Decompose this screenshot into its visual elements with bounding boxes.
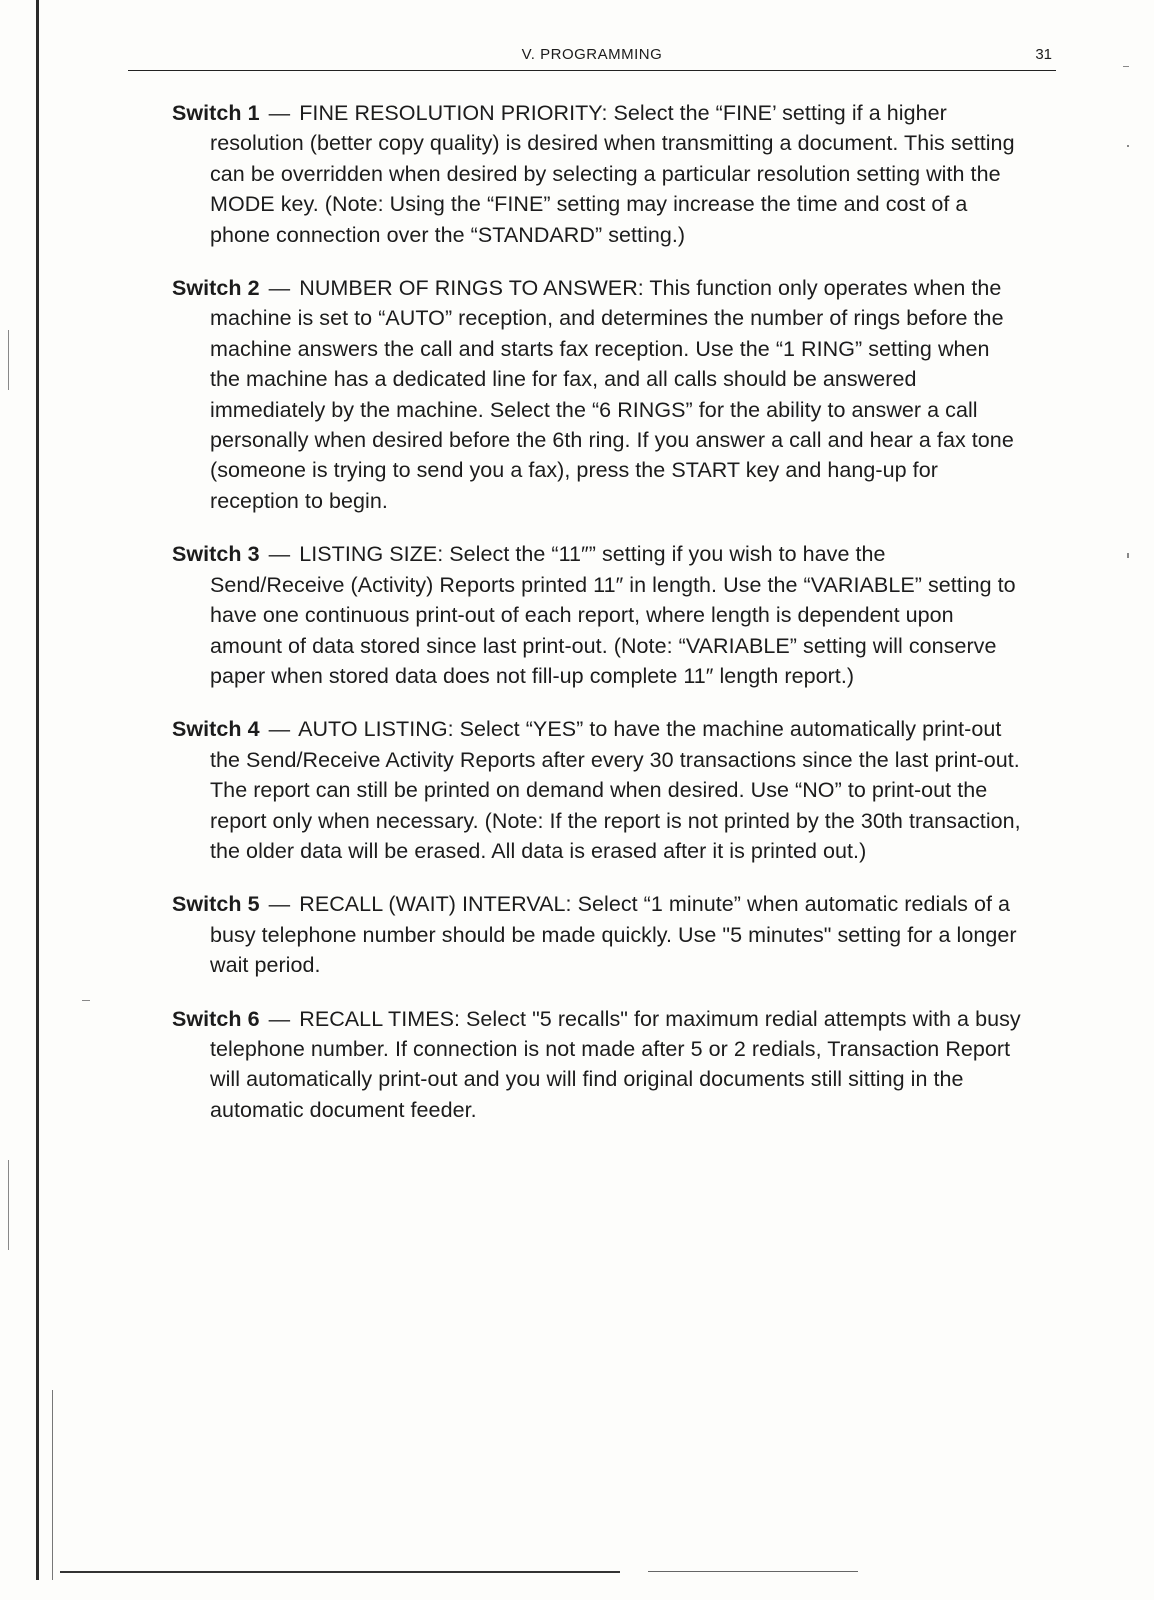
switch-entry — [172, 1004, 1022, 1126]
switch-label: Switch 6 — [172, 1006, 260, 1031]
switch-description: NUMBER OF RINGS TO ANSWER: This function only operates when the machine is set to “AUTO” reception, and determines the number of rings before the machine answers the call and starts fax reception. Use the “1 RING” setting when the machine has a dedicated line for fax, and all calls should be answered immediately by the machine. Select the “6 RINGS” for the ability to answer a call personally when desired before the 6th ring. If you answer a call and hear a fax tone (someone is trying to send you a fax), press the START key and hang-up for reception to begin. — [210, 276, 1014, 513]
scan-mark — [82, 1000, 90, 1001]
switch-dash: — — [268, 276, 291, 301]
switch-dash: — — [268, 542, 291, 567]
switch-label: Switch 3 — [172, 542, 260, 567]
switch-entry — [172, 889, 1022, 980]
binding-edge-shadow — [52, 1390, 53, 1580]
switch-settings-list — [172, 98, 1022, 1148]
switch-description: LISTING SIZE: Select the “11″” setting if you wish to have the Send/Receive (Activity) Reports printed 11″ in length. Use the “VARIABLE” setting to have one continuous print-out of each report, where length is dependent upon amount of data stored since last print-out. (Note: “VARIABLE” setting will conserve paper when stored data does not fill-up complete 11″ length report.) — [210, 542, 1016, 688]
scan-mark — [1127, 145, 1129, 147]
switch-description: RECALL (WAIT) INTERVAL: Select “1 minute” when automatic redials of a busy telephone number should be made quickly. Use "5 minutes" setting for a longer wait period. — [210, 892, 1017, 978]
page-number: 31 — [1035, 46, 1052, 63]
switch-dash: — — [268, 101, 291, 125]
binding-edge — [36, 0, 39, 1580]
switch-entry — [172, 273, 1022, 516]
scan-mark — [1127, 553, 1129, 558]
switch-description: AUTO LISTING: Select “YES” to have the machine automatically print-out the Send/Receive Activity Reports after every 30 transactions since the last print-out. The report can still be printed on demand when desired. Use “NO” to print-out the report only when necessary. (Note: If the report is not printed by the 30th transaction, the older data will be erased. All data is erased after it is printed out.) — [210, 717, 1021, 863]
footer-rule-faint — [648, 1571, 858, 1572]
switch-dash: — — [268, 717, 291, 742]
footer-rule — [60, 1571, 620, 1573]
switch-entry — [172, 98, 1022, 250]
switch-description: FINE RESOLUTION PRIORITY: Select the “FINE’ setting if a higher resolution (better copy quality) is desired when transmitting a document. This setting can be overridden when desired by selecting a particular resolution setting with the MODE key. (Note: Using the “FINE” setting may increase the time and cost of a phone connection over the “STANDARD” setting.) — [210, 101, 1015, 247]
scan-mark — [8, 330, 9, 390]
switch-label: Switch 2 — [172, 276, 260, 301]
switch-label: Switch 5 — [172, 892, 260, 917]
switch-dash: — — [268, 1006, 291, 1031]
scan-mark — [8, 1160, 9, 1250]
header-title: V. PROGRAMMING — [521, 46, 663, 63]
page-header — [128, 44, 1056, 71]
switch-label: Switch 4 — [172, 717, 260, 742]
switch-entry — [172, 539, 1022, 691]
scan-mark — [1123, 66, 1129, 67]
switch-entry — [172, 714, 1022, 866]
switch-description: RECALL TIMES: Select "5 recalls" for maximum redial attempts with a busy telephone number. If connection is not made after 5 or 2 redials, Transaction Report will automatically print-out and you will find original documents still sitting in the automatic document feeder. — [210, 1006, 1021, 1122]
switch-label: Switch 1 — [172, 101, 260, 125]
switch-dash: — — [268, 892, 291, 917]
